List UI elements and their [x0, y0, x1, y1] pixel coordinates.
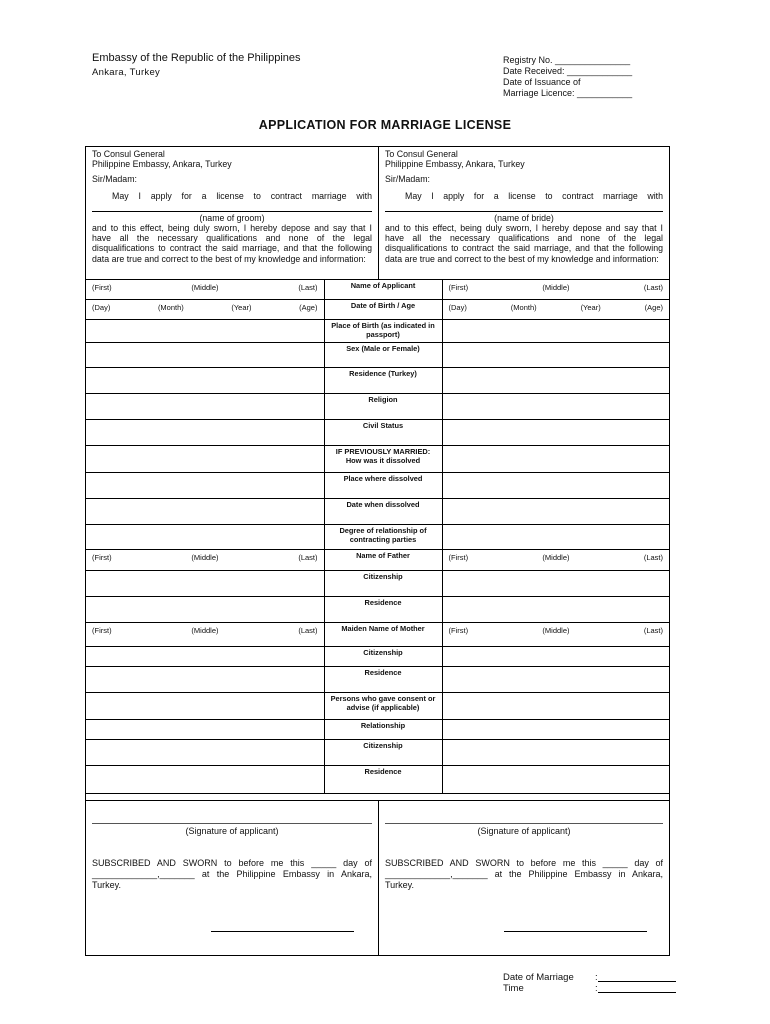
groom-sworn-text: SUBSCRIBED AND SWORN to before me this _____ day of _____________,_______ at the Philippine Embassy in Ankara, Turkey. — [92, 858, 372, 890]
bride-relationship-cell[interactable] — [442, 720, 669, 740]
first-label: (First) — [448, 626, 469, 635]
bride-pob-cell[interactable] — [442, 320, 669, 343]
bride-religion-cell[interactable] — [442, 394, 669, 420]
applicant-data-table — [86, 279, 669, 794]
row-label-how-dissolved — [324, 446, 442, 473]
bride-signature-block — [379, 801, 669, 956]
row-label-religion: Religion — [324, 394, 442, 420]
last-label: (Last) — [643, 553, 663, 562]
groom-degree-cell[interactable] — [86, 525, 324, 550]
groom-dob-cell[interactable] — [86, 300, 324, 320]
groom-residence-turkey-cell[interactable] — [86, 368, 324, 394]
deposition-text: and to this effect, being duly sworn, I hereby depose and say that I have all the necessary qualifications and none of the legal disqualifications to contract the said marriage, and that the following data are true and correct to the best of my knowledge and information: — [92, 223, 372, 264]
age-label: (Age) — [644, 303, 663, 312]
bride-consent-citizenship-cell[interactable] — [442, 740, 669, 766]
last-label: (Last) — [298, 283, 318, 292]
groom-mother-citizenship-cell[interactable] — [86, 647, 324, 667]
date-received-field[interactable]: Date Received: _____________ — [503, 66, 633, 76]
bride-place-dissolved-cell[interactable] — [442, 473, 669, 499]
row-label-persons-consent: Persons who gave consent or advise (if applicable) — [324, 693, 442, 720]
row-label-dob: Date of Birth / Age — [324, 300, 442, 320]
addressee-embassy: Philippine Embassy, Ankara, Turkey — [92, 159, 232, 170]
row-label-sex: Sex (Male or Female) — [324, 343, 442, 368]
bride-sworn-text: SUBSCRIBED AND SWORN to before me this _____ day of _____________,_______ at the Philippine Embassy in Ankara, Turkey. — [385, 858, 663, 890]
groom-consent-citizenship-cell[interactable] — [86, 740, 324, 766]
groom-father-residence-cell[interactable] — [86, 597, 324, 623]
date-of-marriage-field[interactable] — [598, 972, 676, 982]
month-label: (Month) — [510, 303, 537, 312]
bride-father-residence-cell[interactable] — [442, 597, 669, 623]
groom-persons-consent-cell[interactable] — [86, 693, 324, 720]
date-colon: : — [595, 972, 598, 983]
bride-intro — [379, 147, 669, 279]
groom-place-dissolved-cell[interactable] — [86, 473, 324, 499]
groom-father-cell[interactable] — [86, 550, 324, 571]
bride-consent-residence-cell[interactable] — [442, 766, 669, 794]
row-label-consent-residence: Residence — [324, 766, 442, 794]
marriage-schedule — [503, 972, 676, 994]
row-label-father-residence: Residence — [324, 597, 442, 623]
row-label-name-applicant: Name of Applicant — [324, 280, 442, 300]
registry-no-field[interactable]: Registry No. _______________ — [503, 55, 631, 65]
row-label-mother-citizenship: Citizenship — [324, 647, 442, 667]
middle-label: (Middle) — [542, 283, 570, 292]
embassy-header — [92, 52, 301, 78]
bride-mother-residence-cell[interactable] — [442, 667, 669, 693]
row-label-mother-residence: Residence — [324, 667, 442, 693]
groom-mother-cell[interactable] — [86, 623, 324, 647]
addressee-embassy: Philippine Embassy, Ankara, Turkey — [385, 159, 525, 170]
row-label-residence-turkey: Residence (Turkey) — [324, 368, 442, 394]
groom-consent-residence-cell[interactable] — [86, 766, 324, 794]
age-label: (Age) — [299, 303, 318, 312]
groom-signature-line[interactable]: (Signature of applicant) — [92, 823, 372, 836]
bride-mother-cell[interactable] — [442, 623, 669, 647]
application-form — [85, 146, 670, 956]
embassy-name: Embassy of the Republic of the Philippines — [92, 52, 301, 64]
may-apply-text: May I apply for a license to contract marriage with — [112, 190, 372, 201]
last-label: (Last) — [298, 553, 318, 562]
middle-label: (Middle) — [191, 283, 219, 292]
groom-mother-residence-cell[interactable] — [86, 667, 324, 693]
how-dissolved-label: How was it dissolved — [345, 455, 421, 465]
groom-pob-cell[interactable] — [86, 320, 324, 343]
middle-label: (Middle) — [542, 553, 570, 562]
signature-section — [86, 800, 669, 956]
groom-officer-signature-line[interactable] — [211, 931, 354, 932]
middle-label: (Middle) — [542, 626, 570, 635]
groom-signature-block — [86, 801, 379, 956]
year-label: (Year) — [231, 303, 252, 312]
bride-father-citizenship-cell[interactable] — [442, 571, 669, 597]
last-label: (Last) — [643, 283, 663, 292]
bride-name-field[interactable]: (name of bride) — [385, 211, 663, 223]
page-title: APPLICATION FOR MARRIAGE LICENSE — [258, 118, 512, 132]
groom-father-citizenship-cell[interactable] — [86, 571, 324, 597]
groom-name-cell[interactable] — [86, 280, 324, 300]
bride-civil-status-cell[interactable] — [442, 420, 669, 446]
last-label: (Last) — [643, 626, 663, 635]
bride-sex-cell[interactable] — [442, 343, 669, 368]
addressee: To Consul General — [385, 149, 458, 159]
bride-father-cell[interactable] — [442, 550, 669, 571]
bride-signature-line[interactable]: (Signature of applicant) — [385, 823, 663, 836]
row-label-civil-status: Civil Status — [324, 420, 442, 446]
registry-block — [503, 55, 632, 99]
middle-label: (Middle) — [191, 553, 219, 562]
groom-religion-cell[interactable] — [86, 394, 324, 420]
bride-dob-cell[interactable] — [442, 300, 669, 320]
row-label-father-citizenship: Citizenship — [324, 571, 442, 597]
year-label: (Year) — [580, 303, 601, 312]
bride-persons-consent-cell[interactable] — [442, 693, 669, 720]
groom-name-field[interactable]: (name of groom) — [92, 211, 372, 223]
bride-how-dissolved-cell[interactable] — [442, 446, 669, 473]
groom-intro — [86, 147, 379, 279]
groom-date-dissolved-cell[interactable] — [86, 499, 324, 525]
row-label-degree: Degree of relationship of contracting parties — [324, 525, 442, 550]
bride-mother-citizenship-cell[interactable] — [442, 647, 669, 667]
groom-civil-status-cell[interactable] — [86, 420, 324, 446]
last-label: (Last) — [298, 626, 318, 635]
time-colon: : — [595, 983, 598, 994]
month-label: (Month) — [157, 303, 184, 312]
bride-name-cell[interactable] — [442, 280, 669, 300]
prev-married-label: IF PREVIOUSLY MARRIED: — [335, 447, 431, 456]
groom-relationship-cell[interactable] — [86, 720, 324, 740]
bride-residence-turkey-cell[interactable] — [442, 368, 669, 394]
first-label: (First) — [92, 283, 112, 292]
bride-degree-cell[interactable] — [442, 525, 669, 550]
row-label-mother: Maiden Name of Mother — [324, 623, 442, 647]
date-of-marriage-label: Date of Marriage — [503, 972, 574, 983]
salutation: Sir/Madam: — [92, 174, 137, 185]
time-label: Time — [503, 983, 524, 994]
row-label-relationship: Relationship — [324, 720, 442, 740]
bride-officer-signature-line[interactable] — [504, 931, 647, 932]
first-label: (First) — [448, 283, 469, 292]
groom-how-dissolved-cell[interactable] — [86, 446, 324, 473]
groom-sex-cell[interactable] — [86, 343, 324, 368]
row-label-date-dissolved: Date when dissolved — [324, 499, 442, 525]
date-issuance-label: Date of Issuance of — [503, 77, 581, 87]
may-apply-text: May I apply for a license to contract marriage with — [405, 190, 663, 201]
row-label-father: Name of Father — [324, 550, 442, 571]
row-label-pob: Place of Birth (as indicated in passport) — [324, 320, 442, 343]
middle-label: (Middle) — [191, 626, 219, 635]
embassy-location: Ankara, Turkey — [92, 67, 161, 78]
day-label: (Day) — [92, 303, 111, 312]
row-label-place-dissolved: Place where dissolved — [324, 473, 442, 499]
bride-date-dissolved-cell[interactable] — [442, 499, 669, 525]
row-label-consent-citizenship: Citizenship — [324, 740, 442, 766]
marriage-licence-field[interactable]: Marriage Licence: ___________ — [503, 88, 633, 98]
addressee: To Consul General — [92, 149, 165, 159]
salutation: Sir/Madam: — [385, 174, 430, 185]
time-field[interactable] — [598, 983, 676, 993]
first-label: (First) — [92, 626, 112, 635]
day-label: (Day) — [448, 303, 467, 312]
first-label: (First) — [448, 553, 469, 562]
first-label: (First) — [92, 553, 112, 562]
deposition-text: and to this effect, being duly sworn, I hereby depose and say that I have all the necessary qualifications and none of the legal disqualifications to contract the said marriage, and that the following data are true and correct to the best of my knowledge and information: — [385, 223, 663, 264]
